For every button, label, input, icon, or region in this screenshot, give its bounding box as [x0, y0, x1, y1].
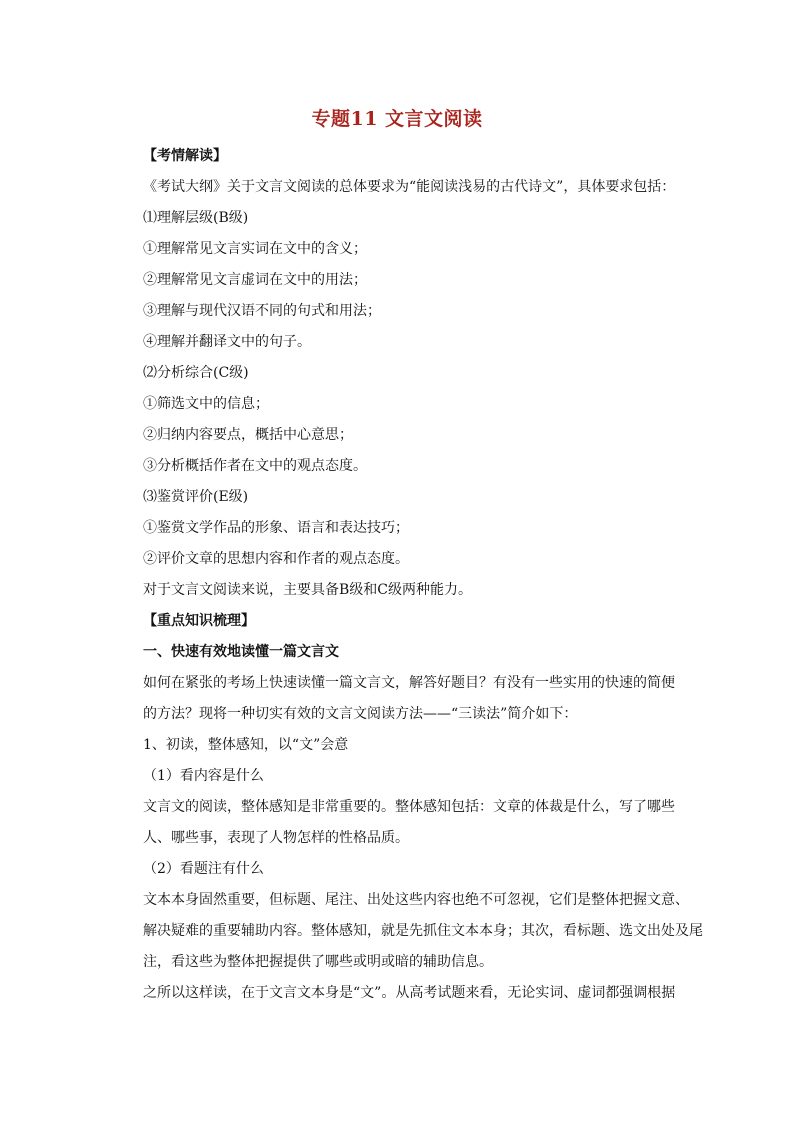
paragraph-line: 对于文言文阅读来说，主要具备B级和C级两种能力。 [143, 582, 472, 598]
paragraph-line: 1、初读，整体感知，以“文”会意 [143, 737, 349, 753]
paragraph-line: ②归纳内容要点，概括中心意思； [143, 427, 353, 443]
paragraph-line: ①理解常见文言实词在文中的含义； [143, 241, 367, 257]
paragraph-line: ⑵分析综合(C级) [143, 365, 249, 381]
paragraph-line: ③分析概括作者在文中的观点态度。 [143, 458, 367, 474]
paragraph-line: （2）看题注有什么 [143, 861, 264, 877]
subheading: 一、快速有效地读懂一篇文言文 [143, 644, 339, 660]
paragraph-line: 《考试大纲》关于文言文阅读的总体要求为“能阅读浅易的古代诗文”，具体要求包括： [143, 179, 676, 195]
section-header-kaoqing: 【考情解读】 [143, 148, 227, 164]
paragraph-line: ①鉴赏文学作品的形象、语言和表达技巧； [143, 520, 409, 536]
paragraph-line: 文言文的阅读，整体感知是非常重要的。整体感知包括：文章的体裁是什么，写了哪些 [143, 799, 675, 815]
paragraph-line: ⑴理解层级(B级) [143, 210, 249, 226]
page-title: 专题11 文言文阅读 [311, 108, 483, 130]
paragraph-line: （1）看内容是什么 [143, 768, 264, 784]
paragraph-line: ①筛选文中的信息； [143, 396, 269, 412]
paragraph-line: ④理解并翻译文中的句子。 [143, 334, 311, 350]
paragraph-line: ③理解与现代汉语不同的句式和用法； [143, 303, 381, 319]
paragraph-line: 解决疑难的重要辅助内容。整体感知，就是先抓住文本本身；其次，看标题、选文出处及尾 [143, 923, 703, 939]
paragraph-line: 文本本身固然重要，但标题、尾注、出处这些内容也绝不可忽视，它们是整体把握文意、 [143, 892, 689, 908]
section-header-zhongdian: 【重点知识梳理】 [143, 613, 255, 629]
paragraph-line: 注，看这些为整体把握提供了哪些或明或暗的辅助信息。 [143, 954, 493, 970]
paragraph-line: ②理解常见文言虚词在文中的用法； [143, 272, 367, 288]
paragraph-line: ②评价文章的思想内容和作者的观点态度。 [143, 551, 409, 567]
paragraph-line: 人、哪些事，表现了人物怎样的性格品质。 [143, 830, 409, 846]
paragraph-line: ⑶鉴赏评价(E级) [143, 489, 249, 505]
paragraph-line: 之所以这样读，在于文言文本身是“文”。从高考试题来看，无论实词、虚词都强调根据 [143, 985, 676, 1001]
paragraph-line: 的方法？现将一种切实有效的文言文阅读方法——“三读法”简介如下： [143, 706, 578, 722]
paragraph-line: 如何在紧张的考场上快速读懂一篇文言文，解答好题目？有没有一些实用的快速的简便 [143, 675, 675, 691]
